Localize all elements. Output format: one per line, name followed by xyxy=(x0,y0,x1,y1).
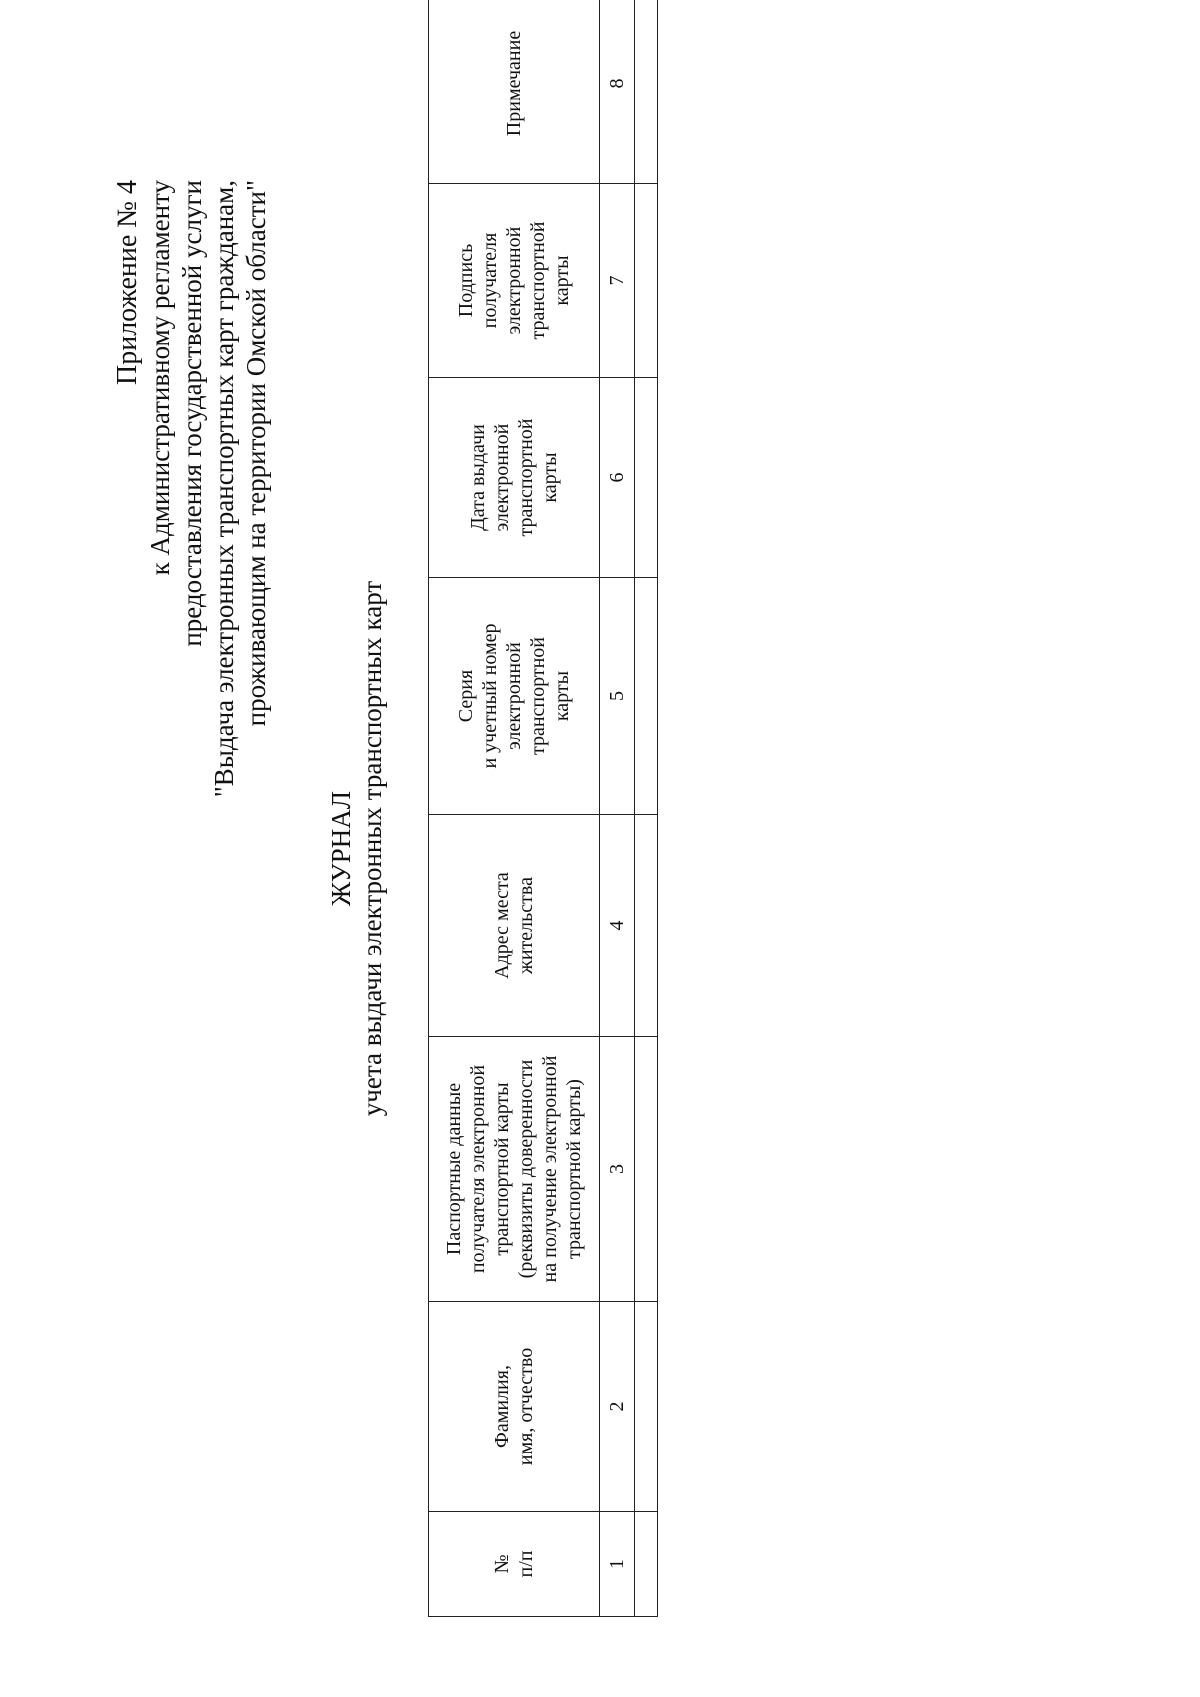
column-number-cell: 8 xyxy=(600,0,635,184)
column-number-cell: 3 xyxy=(600,1037,635,1302)
table-row xyxy=(635,0,658,1617)
header-cell-number: № п/п xyxy=(429,1512,600,1617)
table-cell xyxy=(635,1512,658,1617)
table-header-row xyxy=(429,0,600,1617)
header-cell-full-name: Фамилия, имя, отчество xyxy=(429,1302,600,1512)
journal-title: ЖУРНАЛ xyxy=(326,790,356,907)
column-number-cell: 7 xyxy=(600,184,635,378)
appendix-line: предоставления государственной услуги xyxy=(177,180,207,647)
header-cell-note: Примечание xyxy=(429,0,600,184)
column-number-cell: 4 xyxy=(600,815,635,1037)
table-cell xyxy=(635,378,658,578)
table-cell xyxy=(635,815,658,1037)
column-number-row xyxy=(600,0,635,1617)
header-cell-issue-date: Дата выдачи электронной транспортной карты xyxy=(429,378,600,578)
table-cell xyxy=(635,1302,658,1512)
appendix-line: проживающим на территории Омской области" xyxy=(241,180,271,727)
journal-heading xyxy=(326,0,388,1697)
column-number-cell: 2 xyxy=(600,1302,635,1512)
appendix-block xyxy=(112,180,272,940)
header-cell-passport: Паспортные данные получателя электронной транспортной карты (реквизиты доверенности на получение электронной транспортной карты) xyxy=(429,1037,600,1302)
appendix-line: "Выдача электронных транспортных карт гражданам, xyxy=(209,180,239,798)
register-table xyxy=(428,0,658,1617)
table-cell xyxy=(635,184,658,378)
column-number-cell: 6 xyxy=(600,378,635,578)
table-cell xyxy=(635,578,658,815)
journal-subtitle: учета выдачи электронных транспортных карт xyxy=(357,580,387,1117)
column-number-cell: 5 xyxy=(600,578,635,815)
column-number-cell: 1 xyxy=(600,1512,635,1617)
header-cell-signature: Подпись получателя электронной транспортной карты xyxy=(429,184,600,378)
appendix-line: к Административному регламенту xyxy=(145,180,175,576)
table-cell xyxy=(635,1037,658,1302)
header-cell-address: Адрес места жительства xyxy=(429,815,600,1037)
table-cell xyxy=(635,0,658,184)
appendix-title: Приложение № 4 xyxy=(112,180,143,385)
header-cell-card-series: Серия и учетный номер электронной транспортной карты xyxy=(429,578,600,815)
